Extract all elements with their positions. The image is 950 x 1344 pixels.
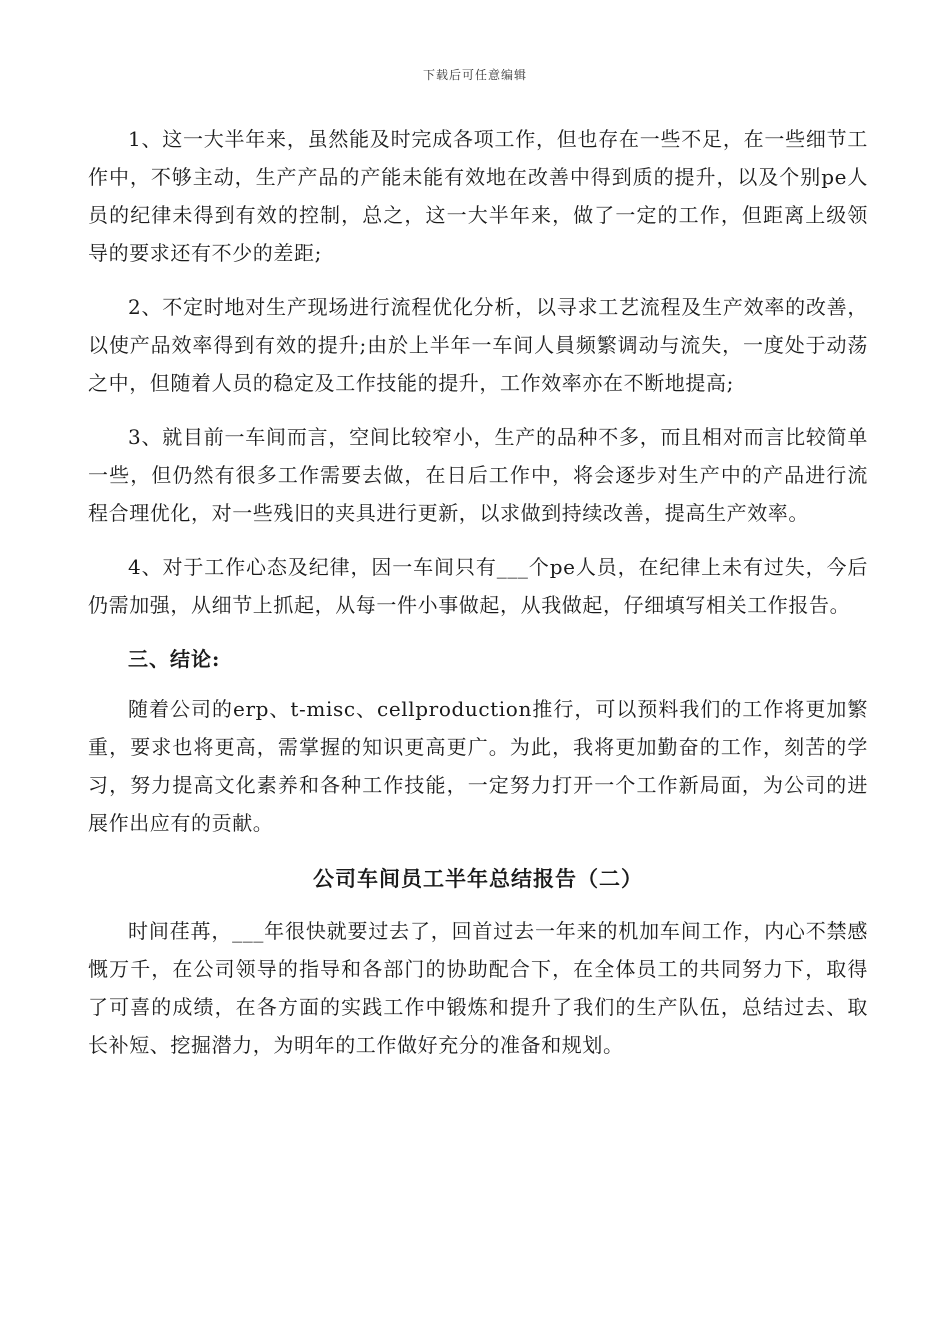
- paragraph-3: 3、就目前一车间而言，空间比较窄小，生产的品种不多，而且相对而言比较简单一些，但仍然有很多工作需要去做，在日后工作中，将会逐步对生产中的产品进行流程合理优化，对一些残旧的夹具进行更新，以求做到持续改善，提高生产效率。: [88, 425, 868, 525]
- report-title: 公司车间员工半年总结报告（二）: [313, 866, 643, 891]
- header-note: 下载后可任意编辑: [422, 68, 527, 82]
- conclusion-paragraph: 随着公司的erp、t-misc、cellproduction推行，可以预料我们的工作将更加繁重，要求也将更高，需掌握的知识更高更广。为此，我将更加勤奋的工作，刻苦的学习，努力提高文化素养和各种工作技能，一定努力打开一个工作新局面，为公司的进展作出应有的贡献。: [88, 697, 868, 835]
- conclusion-heading: 三、结论:: [128, 647, 221, 671]
- paragraph-4: 4、对于工作心态及纪律，因一车间只有___个pe人员，在纪律上未有过失，今后仍需加强，从细节上抓起，从每一件小事做起，从我做起，仔细填写相关工作报告。: [88, 555, 868, 617]
- document-body: [88, 120, 868, 1080]
- paragraph-2: 2、不定时地对生产现场进行流程优化分析，以寻求工艺流程及生产效率的改善，以使产品效率得到有效的提升;由於上半年一车间人員频繁调动与流失，一度处于动荡之中，但随着人员的稳定及工作技能的提升，工作效率亦在不断地提高;: [88, 295, 868, 395]
- report-intro-paragraph: 时间荏苒，___年很快就要过去了，回首过去一年来的机加车间工作，内心不禁感慨万千，在公司领导的指导和各部门的协助配合下，在全体员工的共同努力下，取得了可喜的成绩，在各方面的实践工作中锻炼和提升了我们的生产队伍，总结过去、取长补短、挖掘潜力，为明年的工作做好充分的准备和规划。: [88, 919, 868, 1057]
- paragraph-1: 1、这一大半年来，虽然能及时完成各项工作，但也存在一些不足，在一些细节工作中，不够主动，生产产品的产能未能有效地在改善中得到质的提升，以及个别pe人员的纪律未得到有效的控制，总之，这一大半年来，做了一定的工作，但距离上级领导的要求还有不少的差距;: [88, 127, 868, 265]
